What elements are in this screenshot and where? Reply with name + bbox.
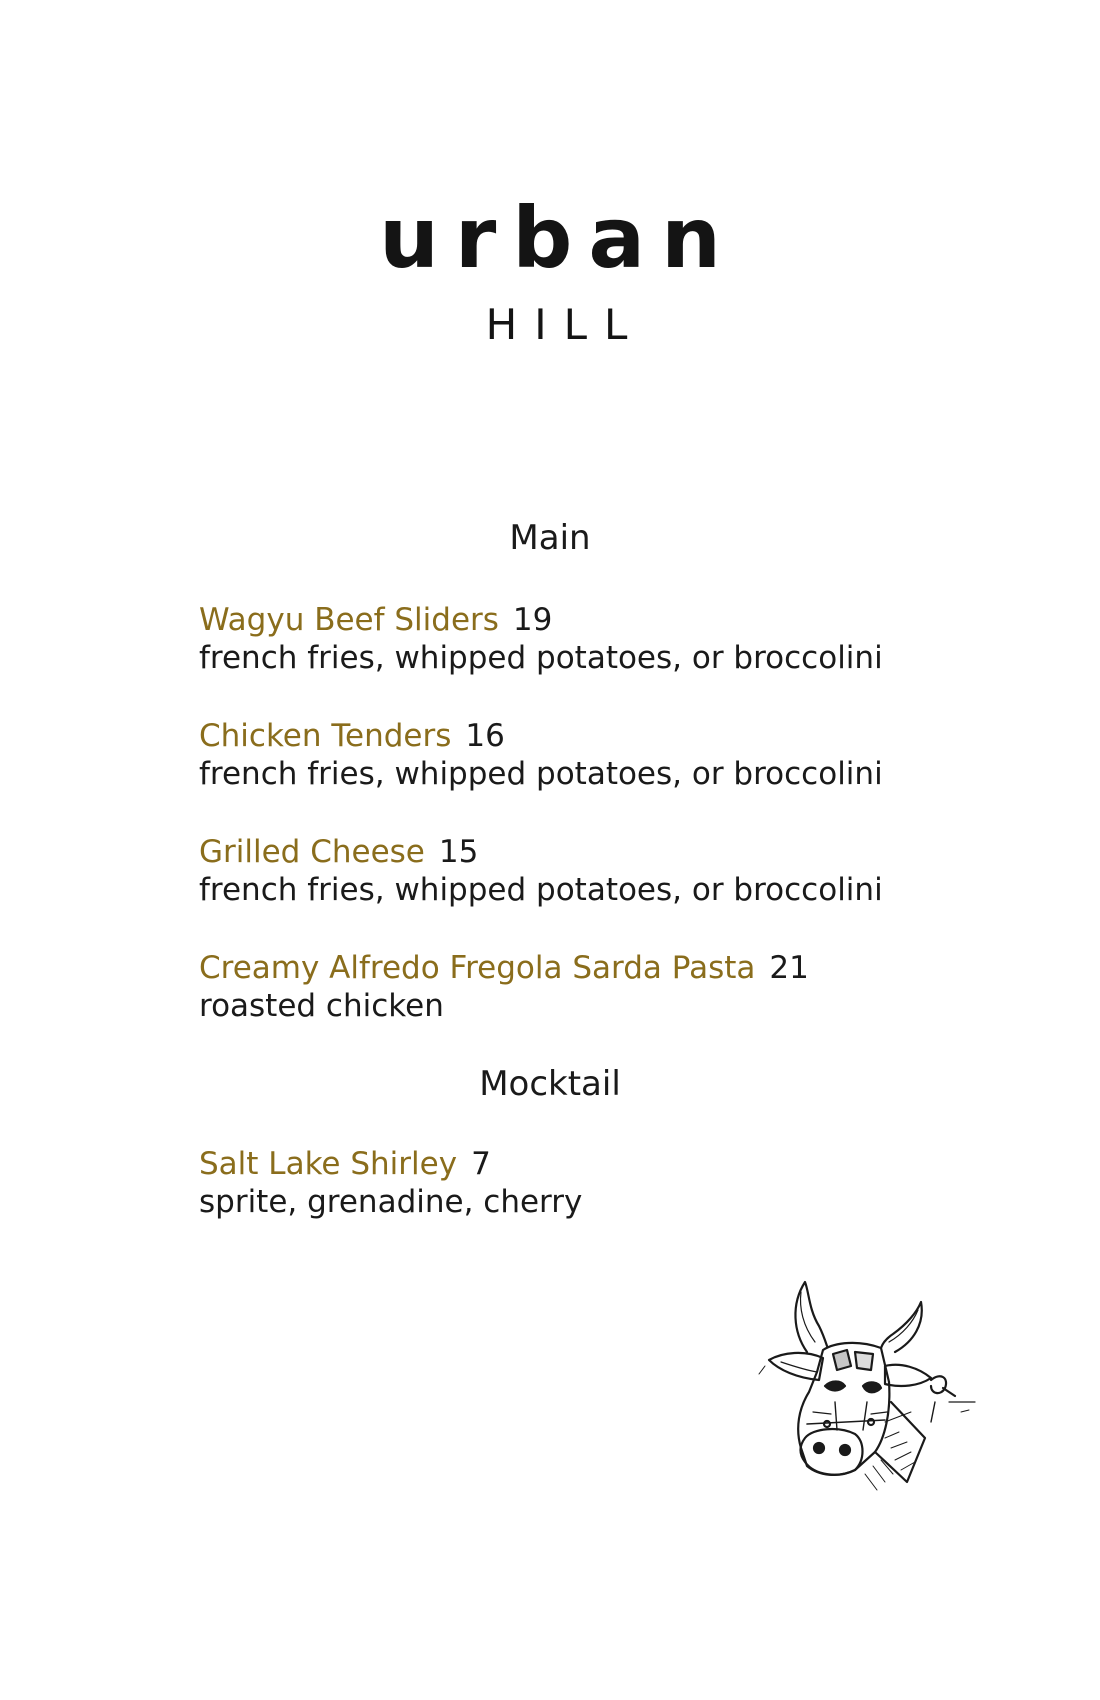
section-title-mocktail: Mocktail [479,1064,621,1104]
item-description: french fries, whipped potatoes, or broccolini [199,756,883,792]
menu-item [199,601,959,677]
bull-head-sketch-icon [735,1262,995,1512]
item-name: Creamy Alfredo Fregola Sarda Pasta [199,950,756,986]
item-price: 21 [769,950,809,986]
menu-item [199,833,959,909]
item-description: sprite, grenadine, cherry [199,1184,583,1220]
menu-item [199,949,959,1025]
item-name: Wagyu Beef Sliders [199,602,499,638]
item-name: Salt Lake Shirley [199,1146,458,1182]
item-price: 16 [465,718,505,754]
item-price: 19 [512,602,553,638]
item-name: Grilled Cheese [199,834,425,870]
item-price: 15 [438,834,479,870]
logo [0,190,1100,350]
section-title-main: Main [509,518,591,558]
menu-item [199,717,959,793]
logo-subtitle: HILL [485,300,645,349]
item-description: roasted chicken [199,988,444,1024]
item-description: french fries, whipped potatoes, or broccolini [199,872,883,908]
menu-item [199,1145,959,1221]
item-name: Chicken Tenders [199,718,452,754]
logo-wordmark: urban [379,189,737,287]
item-description: french fries, whipped potatoes, or broccolini [199,640,883,676]
item-price: 7 [471,1146,491,1182]
